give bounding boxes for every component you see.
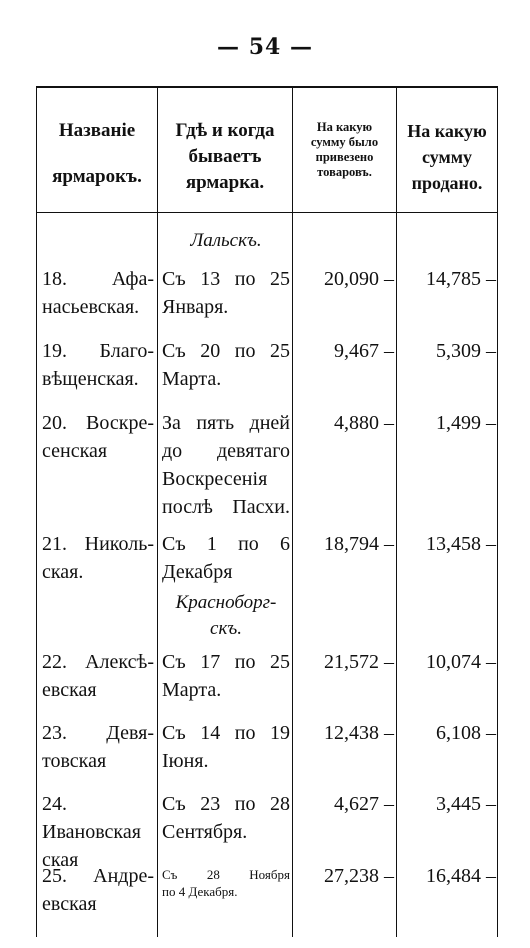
page-number: — 54 — (217, 34, 313, 60)
fair-name-line: евская (42, 679, 97, 701)
fair-name-line: 18. Афа- (42, 268, 154, 290)
header-rule (37, 212, 497, 213)
column-divider (396, 87, 397, 937)
brought-amount: 21,572 – (324, 651, 394, 673)
sold-amount: 5,309 – (436, 340, 496, 362)
fair-dates-line: Съ 23 по 28 (162, 793, 290, 815)
fair-name-line: 21. Николь- (42, 533, 154, 555)
sold-amount: 14,785 – (426, 268, 496, 290)
fair-name-line: евская (42, 893, 97, 915)
fair-name (42, 409, 154, 465)
fair-dates-line: по 4 Декабря. (162, 884, 238, 899)
fair-name (42, 719, 154, 775)
brought-amount: 4,627 – (334, 793, 394, 815)
header-where-line: ярмарка. (185, 172, 265, 193)
header-where-line: Гдѣ и когда (175, 120, 275, 141)
fair-name-line: ская (42, 849, 79, 871)
fair-dates-line: Декабря (162, 561, 233, 583)
fair-dates-line: За пять дней (162, 412, 290, 434)
fair-dates-line: Марта. (162, 679, 222, 701)
fair-name-line: сенская (42, 440, 108, 462)
header-sold-line: сумму (421, 147, 473, 167)
column-divider (157, 87, 158, 937)
table-top-rule (36, 86, 498, 88)
fair-dates-line: послѣ Пасхи. (162, 496, 290, 518)
header-name-line: ярмарокъ. (52, 166, 142, 187)
fair-name-line: ская. (42, 561, 84, 583)
sold-amount: 1,499 – (436, 412, 496, 434)
sold-amount: 16,484 – (426, 865, 496, 887)
fair-dates (162, 719, 290, 775)
column-divider (292, 87, 293, 937)
fair-dates-line: Съ 14 по 19 (162, 722, 290, 744)
fair-name-line: 25. Андре- (42, 865, 154, 887)
fair-dates-line: Января. (162, 296, 229, 318)
brought-amount: 9,467 – (334, 340, 394, 362)
fair-dates (162, 530, 290, 586)
fair-dates (162, 648, 290, 704)
fair-name-line: насьевская. (42, 296, 140, 318)
sold-amount: 10,074 – (426, 651, 496, 673)
fair-name-line: вѣщенская. (42, 368, 139, 390)
fair-dates (162, 265, 290, 321)
fair-name (42, 530, 154, 586)
fair-dates-line: Съ 13 по 25 (162, 268, 290, 290)
column-divider (36, 87, 37, 937)
fair-dates (162, 337, 290, 393)
header-sold-line: На какую (407, 121, 487, 141)
fair-dates-line: Воскресенія (162, 468, 268, 490)
section-title-lalsk: Лальскъ. (190, 230, 262, 251)
fair-name-line: 23. Девя- (42, 722, 154, 744)
brought-amount: 20,090 – (324, 268, 394, 290)
brought-amount: 18,794 – (324, 533, 394, 555)
header-brought (294, 120, 395, 180)
brought-amount: 4,880 – (334, 412, 394, 434)
fair-name-line: 24. Ивановская (42, 793, 141, 843)
fair-dates-line: Марта. (162, 368, 222, 390)
fair-name (42, 265, 154, 321)
header-brought-line: сумму было (310, 135, 379, 149)
fair-dates-line: Съ 28 Ноября (162, 867, 290, 882)
sold-amount: 3,445 – (436, 793, 496, 815)
section-title-line: скъ. (210, 618, 242, 639)
header-sold (398, 118, 496, 196)
header-brought-line: На какую (316, 120, 373, 134)
fair-name-line: 19. Благо- (42, 340, 154, 362)
fair-dates-line: Съ 17 по 25 (162, 651, 290, 673)
fair-name (42, 337, 154, 393)
fair-dates (162, 866, 290, 900)
header-name (40, 118, 154, 190)
fair-dates-line: Съ 1 по 6 (162, 533, 290, 555)
fair-name-line: 20. Воскре- (42, 412, 154, 434)
header-sold-line: продано. (411, 173, 483, 193)
fair-dates-line: Сентября. (162, 821, 248, 843)
header-where-line: бываетъ (188, 146, 262, 167)
sold-amount: 6,108 – (436, 722, 496, 744)
fair-dates (162, 409, 290, 521)
fair-dates (162, 790, 290, 846)
header-brought-line: товаровъ. (317, 165, 372, 179)
brought-amount: 12,438 – (324, 722, 394, 744)
fair-dates-line: Съ 20 по 25 (162, 340, 290, 362)
header-name-line: Названіе (58, 120, 136, 141)
fair-name-line: 22. Алексѣ- (42, 651, 154, 673)
fair-dates-line: до девятаго (162, 440, 290, 462)
header-brought-line: привезено (315, 150, 374, 164)
fair-name-line: товская (42, 750, 107, 772)
brought-amount: 27,238 – (324, 865, 394, 887)
column-divider (497, 87, 498, 937)
sold-amount: 13,458 – (426, 533, 496, 555)
fair-name (42, 862, 154, 918)
section-title-line: Красноборг- (175, 592, 277, 613)
fair-dates-line: Іюня. (162, 750, 209, 772)
header-where (159, 118, 291, 196)
fair-name (42, 648, 154, 704)
section-title-krasnoborsk (162, 590, 290, 642)
